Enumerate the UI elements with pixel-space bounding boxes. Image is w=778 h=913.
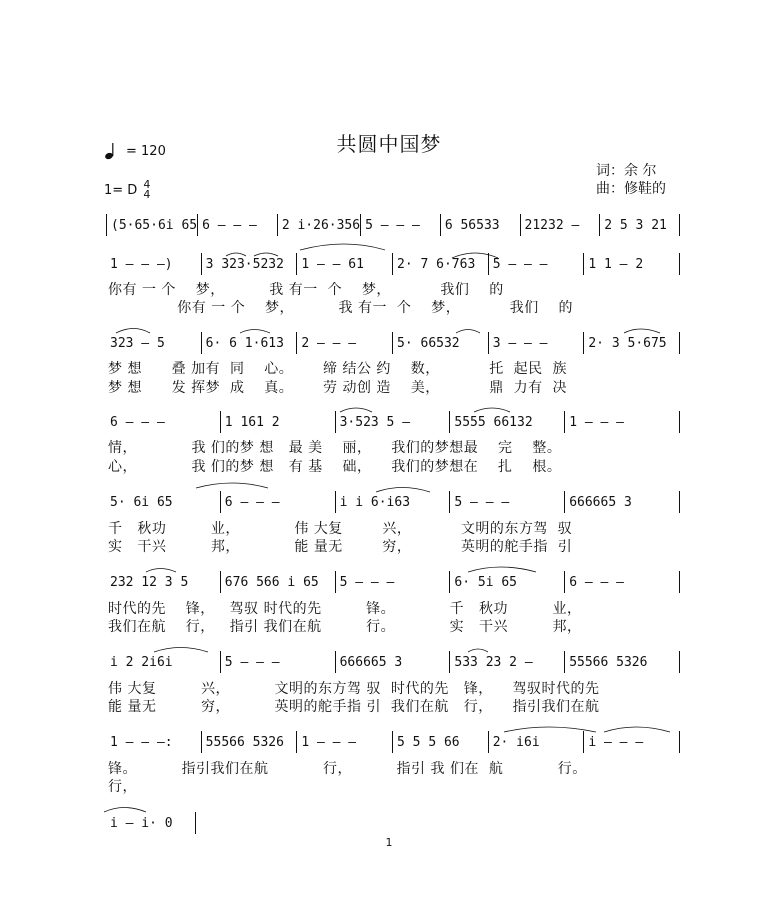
notation-row-6 xyxy=(106,570,680,594)
lyric-line: 实 干兴 邦， 能 量无 穷， 英明的舵手指 引 xyxy=(108,539,573,555)
measure: 2· i6i xyxy=(492,734,540,750)
time-signature xyxy=(143,180,150,200)
measure: 323 – 5 xyxy=(110,335,165,351)
measure: 2· 3 5·675 xyxy=(588,335,667,351)
measure: 3·523 5 – xyxy=(339,414,411,430)
measure: 55566 5326 xyxy=(205,734,284,750)
lyricist-credit: 词：余 尔 xyxy=(596,163,657,179)
lyric-line: 我们在航 行， 指引 我们在航 行。 实 干兴 邦， xyxy=(108,619,582,635)
notation-row-3 xyxy=(106,331,680,355)
measure: 1 161 2 xyxy=(224,414,280,430)
measure: 5 – – – xyxy=(454,494,510,510)
notation-row-1 xyxy=(106,213,680,237)
page-number: 1 xyxy=(385,836,393,849)
measure: 2 – – – xyxy=(301,335,357,351)
lyric-line: 你有 一 个 梦， 我 有一 个 梦， 我们 的 xyxy=(108,300,574,316)
measure: 6 – – – xyxy=(569,574,624,590)
measure: 1 – – – xyxy=(569,414,624,430)
measure: 5· 66532 xyxy=(397,335,460,351)
measure: i i 6·i63 xyxy=(339,494,411,510)
key-signature xyxy=(104,180,150,200)
measure: 1 – – –) xyxy=(110,256,173,272)
measure: 2· 7 6·763 xyxy=(397,256,476,272)
measure: 2 i·26·356 xyxy=(281,217,361,233)
measure: 5· 6i 65 xyxy=(110,494,173,510)
lyric-line: 锋。 指引我们在航 行， 指引 我 们在 航 行。 xyxy=(108,761,587,777)
measure: 5 – – – xyxy=(492,256,548,272)
lyric-line: 伟 大复 兴， 文明的东方驾 驭 时代的先 锋， 驾驭时代的先 xyxy=(108,681,600,697)
measure: 5555 66132 xyxy=(454,414,533,430)
measure: 55566 5326 xyxy=(569,654,648,670)
notation-row-4 xyxy=(106,410,680,434)
notation-row-2 xyxy=(106,252,680,276)
song-title: 共圆中国梦 xyxy=(336,132,442,156)
measure: 1 – – – xyxy=(301,734,357,750)
measure: 1 1 – 2 xyxy=(588,256,644,272)
measure: 5 – – – xyxy=(365,217,420,233)
lyric-line: 情， 我 们的梦 想 最 美 丽， 我们的梦想最 完 整。 xyxy=(108,440,562,456)
measure: 2 5 3 21 xyxy=(604,217,667,233)
notation-row-5 xyxy=(106,490,680,514)
notation-row-8 xyxy=(106,730,680,754)
measure: 5 – – – xyxy=(339,574,395,590)
measure: 1 – – 61 xyxy=(301,256,364,272)
measure: 666665 3 xyxy=(339,654,403,670)
key-value: 1= D xyxy=(104,182,138,198)
measure: 3 – – – xyxy=(492,335,548,351)
lyric-line: 行， xyxy=(108,779,137,795)
lyric-line: 能 量无 穷， 英明的舵手指 引 我们在航 行， 指引我们在航 xyxy=(108,699,600,715)
measure: 5 5 5 66 xyxy=(397,734,460,750)
measure: 21232 – xyxy=(524,217,580,233)
measure: i – – – xyxy=(588,734,644,750)
notation-row-9 xyxy=(106,811,196,835)
measure: 6· 5i 65 xyxy=(454,574,518,590)
lyric-line: 心， 我 们的梦 想 有 基 础， 我们的梦想在 扎 根。 xyxy=(108,459,562,475)
lyric-line: 时代的先 锋， 驾驭 时代的先 锋。 千 秋功 业， xyxy=(108,601,582,617)
tempo-value: = 120 xyxy=(126,143,166,159)
measure: 6 – – – xyxy=(202,217,257,233)
measure: 3 323·5232 xyxy=(205,256,284,272)
notation-row-7 xyxy=(106,650,680,674)
lyric-line: 梦 想 叠 加有 同 心。 缔 结公 约 数， 托 起民 族 xyxy=(108,361,568,377)
lyric-line: 你有 一 个 梦， 我 有一 个 梦， 我们 的 xyxy=(108,282,504,298)
lyric-line: 梦 想 发 挥梦 成 真。 劳 动创 造 美， 鼎 力有 决 xyxy=(108,380,568,396)
lyric-line: 千 秋功 业， 伟 大复 兴， 文明的东方驾 驭 xyxy=(108,521,573,537)
measure: 5 – – – xyxy=(224,654,280,670)
meter-bottom: 4 xyxy=(143,188,151,201)
measure: 232 12 3 5 xyxy=(110,574,189,590)
measure: 533 23 2 – xyxy=(454,654,533,670)
measure: 6 56533 xyxy=(444,217,500,233)
measure: 676 566 i 65 xyxy=(224,574,319,590)
measure: 1 – – –: xyxy=(110,734,173,750)
composer-credit: 曲：修鞋的 xyxy=(596,181,666,197)
credits xyxy=(596,162,666,198)
measure: (5·65·6i 65 xyxy=(111,217,198,233)
measure: 6 – – – xyxy=(224,494,280,510)
measure: i 2 2i6i xyxy=(110,654,173,670)
measure: 6 – – – xyxy=(110,414,165,430)
meter-top: 4 xyxy=(143,178,151,191)
measure: 666665 3 xyxy=(569,494,632,510)
measure: 6· 6 1·613 xyxy=(205,335,284,351)
measure: i – i· 0 xyxy=(110,815,173,831)
